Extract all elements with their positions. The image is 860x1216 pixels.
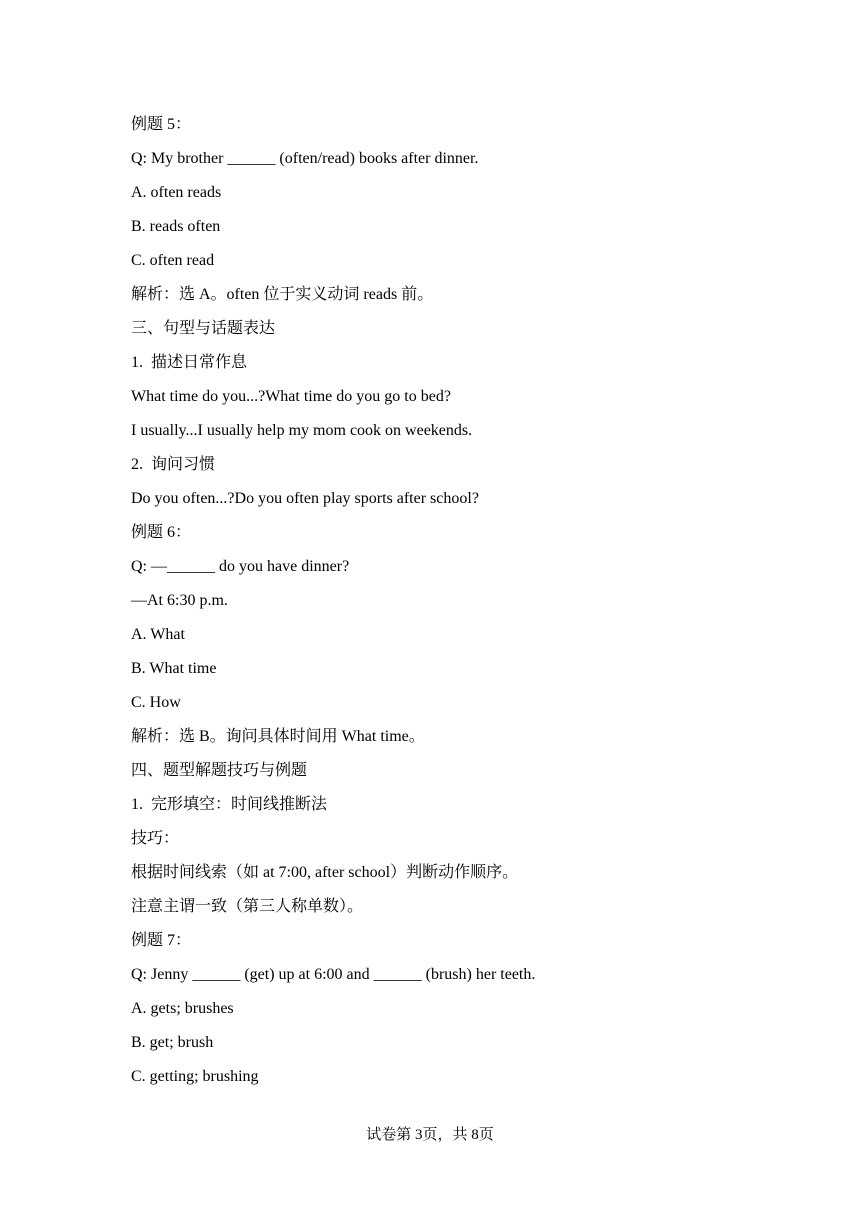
page-footer: 试卷第 3页，共 8页 [366,1127,494,1143]
example-heading: 例题 6： [131,524,192,541]
option-a: A. What [131,626,185,643]
option-a: A. gets; brushes [131,1000,234,1017]
example-heading: 例题 5： [131,116,192,133]
example-heading: 例题 7： [131,932,192,949]
section-heading: 三、句型与话题表达 [131,320,276,337]
option-b: B. get; brush [131,1034,214,1051]
option-c: C. often read [131,252,215,269]
sentence-pattern: What time do you...?What time do you go to bed? [131,388,451,405]
subsection-heading: 2. 询问习惯 [131,456,216,473]
tip-text: 根据时间线索（如 at 7:00, after school）判断动作顺序。 [131,864,519,881]
answer-line: —At 6:30 p.m. [131,592,228,609]
explanation-text: 解析：选 B。询问具体时间用 What time。 [131,728,425,745]
section-heading: 四、题型解题技巧与例题 [131,762,308,779]
question-text: Q: —______ do you have dinner? [131,558,350,575]
question-text: Q: Jenny ______ (get) up at 6:00 and ______ (brush) her teeth. [131,966,536,983]
option-c: C. How [131,694,181,711]
sentence-pattern: Do you often...?Do you often play sports after school? [131,490,479,507]
option-a: A. often reads [131,184,222,201]
subsection-heading: 1. 完形填空：时间线推断法 [131,796,328,813]
option-b: B. What time [131,660,217,677]
explanation-text: 解析：选 A。often 位于实义动词 reads 前。 [131,286,434,303]
subsection-heading: 1. 描述日常作息 [131,354,248,371]
question-text: Q: My brother ______ (often/read) books after dinner. [131,150,479,167]
option-c: C. getting; brushing [131,1068,259,1085]
option-b: B. reads often [131,218,221,235]
tip-text: 注意主谓一致（第三人称单数）。 [131,898,364,915]
sentence-pattern: I usually...I usually help my mom cook on weekends. [131,422,473,439]
document-body [131,108,731,1094]
tips-label: 技巧： [131,830,180,847]
